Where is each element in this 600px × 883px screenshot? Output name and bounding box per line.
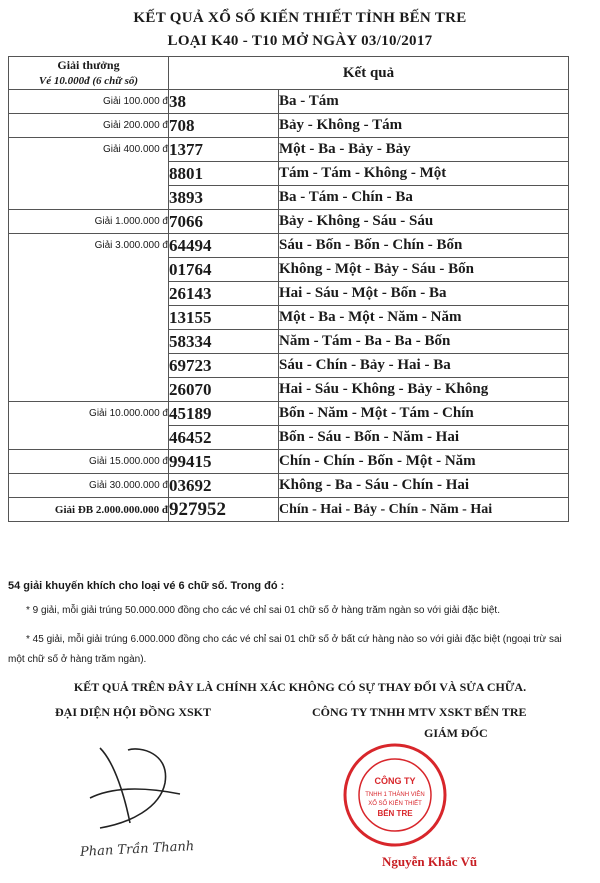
consolation-line-1: * 9 giải, mỗi giải trúng 50.000.000 đồng cho các vé chỉ sai 01 chữ số ở hàng trăm ngàn so với giải đặc biệt. bbox=[26, 605, 500, 616]
winning-number: 38 bbox=[169, 90, 279, 114]
winning-number: 13155 bbox=[169, 306, 279, 330]
svg-text:XỔ SỐ KIẾN THIẾT: XỔ SỐ KIẾN THIẾT bbox=[368, 801, 422, 807]
number-in-words: Chín - Chín - Bốn - Một - Năm bbox=[279, 450, 569, 474]
number-in-words: Hai - Sáu - Một - Bốn - Ba bbox=[279, 282, 569, 306]
number-in-words: Ba - Tám bbox=[279, 90, 569, 114]
table-row bbox=[9, 282, 569, 306]
table-row bbox=[9, 498, 569, 522]
table-row bbox=[9, 234, 569, 258]
prize-cell bbox=[9, 258, 169, 282]
council-representative: ĐẠI DIỆN HỘI ĐỒNG XSKT bbox=[55, 705, 212, 719]
prize-cell: Giải 3.000.000 đ bbox=[9, 234, 169, 258]
winning-number: 03692 bbox=[169, 474, 279, 498]
director-title: GIÁM ĐỐC bbox=[424, 726, 488, 740]
signer-left-name: Phan Trần Thanh bbox=[79, 839, 195, 860]
prize-cell bbox=[9, 378, 169, 402]
table-row bbox=[9, 474, 569, 498]
number-in-words: Một - Ba - Một - Năm - Năm bbox=[279, 306, 569, 330]
prize-cell: Giải ĐB 2.000.000.000 đ bbox=[9, 498, 169, 522]
svg-text:BẾN TRE: BẾN TRE bbox=[377, 809, 413, 818]
table-row bbox=[9, 426, 569, 450]
prize-cell bbox=[9, 426, 169, 450]
number-in-words: Hai - Sáu - Không - Bảy - Không bbox=[279, 378, 569, 402]
number-in-words: Một - Ba - Bảy - Bảy bbox=[279, 138, 569, 162]
winning-number: 927952 bbox=[169, 498, 279, 522]
prize-cell: Giải 15.000.000 đ bbox=[9, 450, 169, 474]
number-in-words: Bốn - Năm - Một - Tám - Chín bbox=[279, 402, 569, 426]
winning-number: 45189 bbox=[169, 402, 279, 426]
company-seal-stamp bbox=[340, 740, 450, 850]
document-subtitle: LOẠI K40 - T10 MỞ NGÀY 03/10/2017 bbox=[167, 33, 433, 49]
consolation-line-3: một chữ số ở hàng trăm ngàn). bbox=[8, 654, 147, 665]
results-body bbox=[9, 90, 569, 522]
handwritten-signature-left bbox=[70, 728, 250, 848]
number-in-words: Không - Ba - Sáu - Chín - Hai bbox=[279, 474, 569, 498]
table-row bbox=[9, 210, 569, 234]
table-row bbox=[9, 354, 569, 378]
signer-right-name: Nguyễn Khắc Vũ bbox=[382, 854, 478, 869]
prize-cell: Giải 200.000 đ bbox=[9, 114, 169, 138]
winning-number: 7066 bbox=[169, 210, 279, 234]
number-in-words: Không - Một - Bảy - Sáu - Bốn bbox=[279, 258, 569, 282]
confirmation-statement: KẾT QUẢ TRÊN ĐÂY LÀ CHÍNH XÁC KHÔNG CÓ SỰ THAY ĐỔI VÀ SỬA CHỮA. bbox=[73, 680, 527, 694]
table-row bbox=[9, 306, 569, 330]
winning-number: 26070 bbox=[169, 378, 279, 402]
svg-text:TNHH 1 THÀNH VIÊN: TNHH 1 THÀNH VIÊN bbox=[365, 792, 425, 798]
prize-cell: Giải 30.000.000 đ bbox=[9, 474, 169, 498]
result-column-header: Kết quả bbox=[169, 57, 569, 90]
number-in-words: Năm - Tám - Ba - Ba - Bốn bbox=[279, 330, 569, 354]
table-row bbox=[9, 162, 569, 186]
winning-number: 58334 bbox=[169, 330, 279, 354]
prize-cell bbox=[9, 186, 169, 210]
results-table bbox=[8, 56, 569, 522]
number-in-words: Chín - Hai - Bảy - Chín - Năm - Hai bbox=[279, 498, 569, 522]
number-in-words: Bảy - Không - Tám bbox=[279, 114, 569, 138]
winning-number: 26143 bbox=[169, 282, 279, 306]
prize-cell bbox=[9, 306, 169, 330]
winning-number: 1377 bbox=[169, 138, 279, 162]
number-in-words: Bốn - Sáu - Bốn - Năm - Hai bbox=[279, 426, 569, 450]
prize-cell: Giải 10.000.000 đ bbox=[9, 402, 169, 426]
number-in-words: Tám - Tám - Không - Một bbox=[279, 162, 569, 186]
table-row bbox=[9, 114, 569, 138]
prize-cell: Giải 100.000 đ bbox=[9, 90, 169, 114]
prize-cell bbox=[9, 330, 169, 354]
table-row bbox=[9, 330, 569, 354]
consolation-line-2: * 45 giải, mỗi giải trúng 6.000.000 đồng cho các vé chỉ sai 01 chữ số ở bất cứ hàng nào so với giải đặc biệt (ngoại trừ sai bbox=[26, 634, 562, 645]
consolation-intro: 54 giải khuyến khích cho loại vé 6 chữ số. Trong đó : bbox=[8, 580, 285, 592]
number-in-words: Ba - Tám - Chín - Ba bbox=[279, 186, 569, 210]
winning-number: 708 bbox=[169, 114, 279, 138]
company-name: CÔNG TY TNHH MTV XSKT BẾN TRE bbox=[312, 705, 527, 719]
ticket-type-label: Vé 10.000đ (6 chữ số) bbox=[38, 75, 139, 87]
winning-number: 99415 bbox=[169, 450, 279, 474]
prize-cell bbox=[9, 354, 169, 378]
table-row bbox=[9, 90, 569, 114]
winning-number: 64494 bbox=[169, 234, 279, 258]
prize-cell bbox=[9, 162, 169, 186]
prize-cell bbox=[9, 282, 169, 306]
prize-cell: Giải 400.000 đ bbox=[9, 138, 169, 162]
table-row bbox=[9, 402, 569, 426]
winning-number: 01764 bbox=[169, 258, 279, 282]
table-row bbox=[9, 450, 569, 474]
table-row bbox=[9, 186, 569, 210]
number-in-words: Sáu - Bốn - Bốn - Chín - Bốn bbox=[279, 234, 569, 258]
table-row bbox=[9, 138, 569, 162]
winning-number: 8801 bbox=[169, 162, 279, 186]
number-in-words: Sáu - Chín - Bảy - Hai - Ba bbox=[279, 354, 569, 378]
prize-cell: Giải 1.000.000 đ bbox=[9, 210, 169, 234]
svg-text:CÔNG TY: CÔNG TY bbox=[374, 776, 416, 786]
number-in-words: Bảy - Không - Sáu - Sáu bbox=[279, 210, 569, 234]
winning-number: 46452 bbox=[169, 426, 279, 450]
table-row bbox=[9, 378, 569, 402]
winning-number: 69723 bbox=[169, 354, 279, 378]
winning-number: 3893 bbox=[169, 186, 279, 210]
table-row bbox=[9, 258, 569, 282]
prize-header-label: Giải thưởng bbox=[57, 58, 120, 72]
prize-column-header bbox=[9, 57, 169, 90]
document-title: KẾT QUẢ XỔ SỐ KIẾN THIẾT TỈNH BẾN TRE bbox=[133, 10, 467, 26]
